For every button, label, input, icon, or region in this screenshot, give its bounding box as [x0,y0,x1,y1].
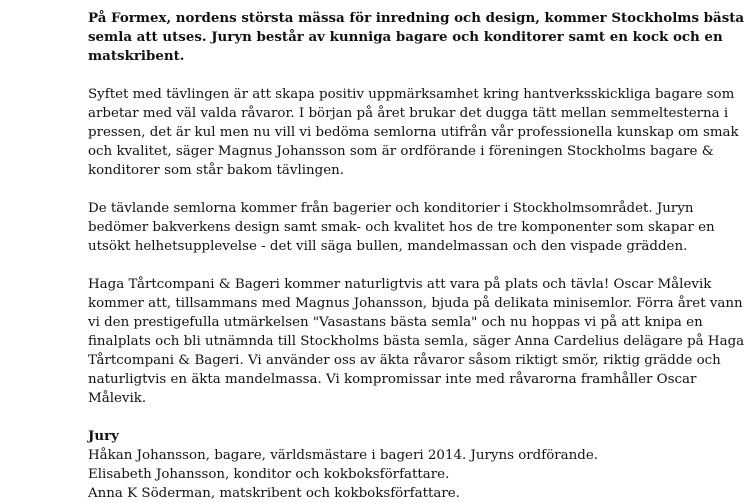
paragraph-line: De tävlande semlorna kommer från bagerier och konditorier i Stockholmsområdet. Juryn [88,201,694,216]
lead-line: semla att utses. Juryn består av kunniga bagare och konditorer samt en kock och en [88,29,723,45]
lead-line: matskribent. [88,48,185,64]
paragraph-line: naturligtvis en äkta mandelmassa. Vi kompromissar inte med råvarorna framhåller Oscar [88,372,697,387]
paragraph-line: Målevik. [88,391,147,406]
body-paragraph [88,85,739,180]
jury-heading: Jury [88,428,119,444]
lead-line: På Formex, nordens största mässa för inredning och design, kommer Stockholms bästa [88,10,745,26]
paragraph-line: Tårtcompani & Bageri. Vi använder oss av äkta råvaror såsom riktigt smör, riktig grädde och [88,353,721,368]
paragraph-line: och kvalitet, säger Magnus Johansson som är ordförande i föreningen Stockholms bagare & [88,144,714,159]
paragraph-line: bedömer bakverkens design samt smak- och kvalitet hos de tre komponenter som skapar en [88,220,715,235]
document-page [88,9,745,503]
paragraph-line: kommer att, tillsammans med Magnus Johansson, bjuda på delikata minisemlor. Förra året vann [88,296,743,311]
lead-paragraph [88,9,745,66]
paragraph-line: arbetar med väl valda råvaror. I början på året brukar det dugga tätt mellan semmeltesterna i [88,106,729,121]
jury-member: Håkan Johansson, bagare, världsmästare i bageri 2014. Juryns ordförande. [88,448,599,463]
paragraph-line: utsökt helhetsupplevelse - det vill säga bullen, mandelmassan och den vispade grädden. [88,239,688,254]
body-paragraph [88,199,715,256]
paragraph-line: Syftet med tävlingen är att skapa positiv uppmärksamhet kring hantverksskickliga bagare som [88,87,735,102]
body-paragraph [88,275,745,408]
paragraph-line: finalplats och bli utnämnda till Stockholms bästa semla, säger Anna Cardelius delägare på Haga [88,334,745,349]
jury-member: Elisabeth Johansson, konditor och kokboksförfattare. [88,467,450,482]
paragraph-line: pressen, det är kul men nu vill vi bedöma semlorna utifrån vår professionella kunskap om smak [88,125,739,140]
jury-section [88,427,688,503]
paragraph-line: Haga Tårtcompani & Bageri kommer naturligtvis att vara på plats och tävla! Oscar Målevik [88,277,712,292]
paragraph-line: konditorer som står bakom tävlingen. [88,163,345,178]
paragraph-line: vi den prestigefulla utmärkelsen "Vasastans bästa semla" och nu hoppas vi på att knipa en [88,315,703,330]
jury-member: Anna K Söderman, matskribent och kokboksförfattare. [88,486,460,501]
